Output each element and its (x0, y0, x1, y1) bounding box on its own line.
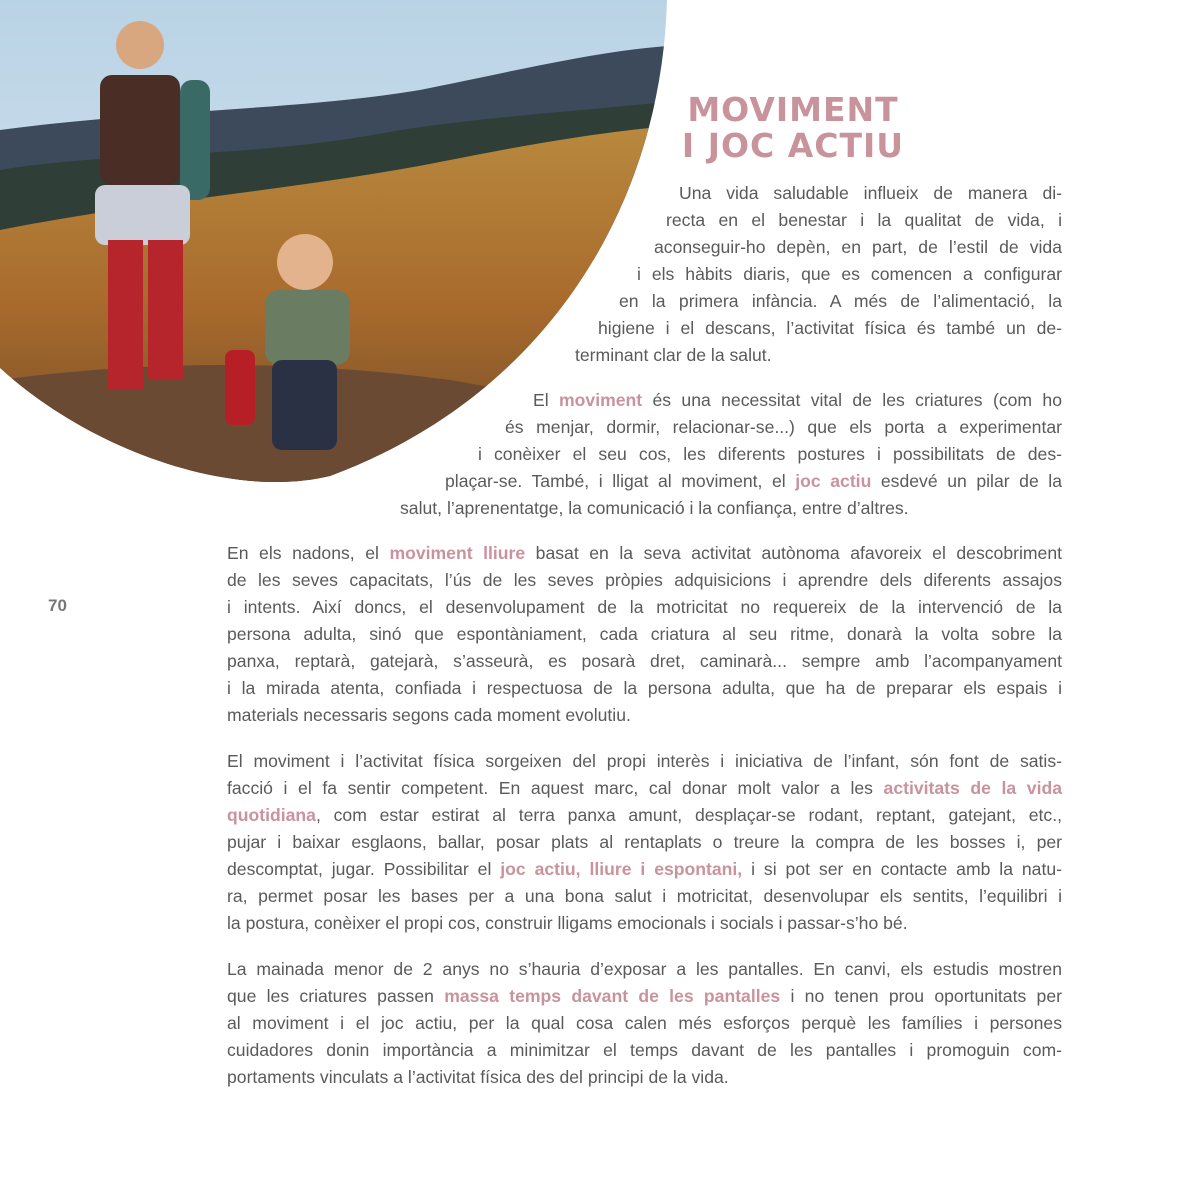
paragraph-3-line (227, 540, 1062, 567)
paragraph-5-line (227, 983, 1062, 1010)
paragraph-2-line (400, 495, 1062, 522)
text-segment: portaments vinculats a l’activitat física des del principi de la vida. (227, 1067, 729, 1088)
paragraph-3-line (227, 567, 1062, 594)
text-segment: cuidadores donin importància a minimitzar el temps davant de les pantalles i promoguin com- (227, 1039, 1062, 1060)
text-segment: i no tenen prou oportunitats per (780, 985, 1062, 1006)
paragraph-1-line (598, 315, 1062, 342)
text-segment: Una vida saludable influeix de manera di- (679, 182, 1062, 203)
highlight-term: quotidiana (227, 804, 316, 825)
paragraph-1-line (575, 342, 1062, 369)
text-segment: higiene i el descans, l’activitat física és també un de- (598, 318, 1062, 339)
paragraph-3-line (227, 648, 1062, 675)
paragraph-2-line (533, 387, 1062, 414)
paragraph-2-line (478, 441, 1062, 468)
paragraph-1-line (679, 180, 1062, 207)
text-segment: i intents. Així doncs, el desenvolupament de la motricitat no requereix de la intervenció de la (227, 596, 1062, 617)
title-line-1: MOVIMENT (687, 90, 899, 129)
paragraph-3-line (227, 702, 1062, 729)
highlight-term: joc actiu (795, 470, 872, 491)
highlight-term: massa temps davant de les pantalles (444, 985, 781, 1006)
text-segment: i si pot ser en contacte amb la natu- (742, 859, 1062, 880)
highlight-term: moviment (559, 389, 643, 410)
paragraph-5-line (227, 956, 1062, 983)
text-segment: que les criatures passen (227, 985, 445, 1006)
paragraph-1-line (666, 207, 1062, 234)
text-segment: i els hàbits diaris, que es comencen a configurar (637, 263, 1062, 284)
text-segment: recta en el benestar i la qualitat de vida, i (666, 209, 1062, 230)
text-segment: és menjar, dormir, relacionar-se...) que els porta a experimentar (505, 416, 1062, 437)
paragraph-1-line (619, 288, 1062, 315)
text-segment: al moviment i el joc actiu, per la qual cosa calen més esforços perquè les famílies i persones (227, 1012, 1062, 1033)
page-number: 70 (48, 596, 67, 615)
paragraph-5-line (227, 1037, 1062, 1064)
paragraph-4-line (227, 856, 1062, 883)
text-segment: panxa, reptarà, gatejarà, s’asseurà, es posarà dret, caminarà... sempre amb l’acompanyament (227, 651, 1062, 672)
highlight-term: joc actiu, lliure i espontani, (500, 859, 743, 880)
text-segment: és una necessitat vital de les criatures (com ho (642, 389, 1062, 410)
text-segment: ra, permet posar les bases per a una bona salut i motricitat, desenvolupar els sentits, l’equilibri i (227, 886, 1062, 907)
text-segment: salut, l’aprenentatge, la comunicació i la confiança, entre d’altres. (400, 498, 909, 519)
paragraph-2-line (505, 414, 1062, 441)
text-segment: de les seves capacitats, l’ús de les seves pròpies adquisicions i aprendre dels diferents assajos (227, 569, 1062, 590)
text-segment: materials necessaris segons cada moment evolutiu. (227, 705, 631, 726)
text-segment: basat en la seva activitat autònoma afavoreix el descobriment (525, 542, 1062, 563)
title-line-2: I JOC ACTIU (681, 126, 905, 165)
text-segment: aconseguir-ho depèn, en part, de l’estil de vida (654, 236, 1062, 257)
highlight-term: moviment lliure (389, 542, 526, 563)
text-segment: facció i el fa sentir competent. En aquest marc, cal donar molt valor a les (227, 777, 884, 798)
paragraph-1-line (637, 261, 1062, 288)
text-segment: , com estar estirat al terra panxa amunt, desplaçar-se rodant, reptant, gatejant, etc., (315, 804, 1062, 825)
paragraph-2-line (445, 468, 1062, 495)
text-segment: En els nadons, el (227, 542, 390, 563)
paragraph-4-line (227, 802, 1062, 829)
text-segment: esdevé un pilar de la (871, 470, 1062, 491)
paragraph-4-line (227, 775, 1062, 802)
text-segment: la postura, conèixer el propi cos, construir lligams emocionals i socials i passar-s’ho bé. (227, 913, 908, 934)
paragraph-4-line (227, 883, 1062, 910)
paragraph-3-line (227, 594, 1062, 621)
text-segment: descomptat, jugar. Possibilitar el (227, 859, 501, 880)
text-segment: i conèixer el seu cos, les diferents postures i possibilitats de des- (478, 443, 1062, 464)
paragraph-4-line (227, 748, 1062, 775)
text-segment: terminant clar de la salut. (575, 345, 772, 366)
paragraph-1-line (654, 234, 1062, 261)
text-segment: plaçar-se. També, i lligat al moviment, el (445, 470, 796, 491)
text-segment: persona adulta, sinó que espontàniament, cada criatura al seu ritme, donarà la volta sobre la (227, 623, 1062, 644)
paragraph-3-line (227, 621, 1062, 648)
paragraph-5-line (227, 1064, 1062, 1091)
text-segment: i la mirada atenta, confiada i respectuosa de la persona adulta, que ha de preparar els espais i (227, 678, 1062, 699)
text-segment: El (533, 389, 560, 410)
paragraph-4-line (227, 910, 1062, 937)
text-segment: en la primera infància. A més de l’alimentació, la (619, 291, 1062, 312)
paragraph-4-line (227, 829, 1062, 856)
paragraph-3-line (227, 675, 1062, 702)
text-segment: pujar i baixar esglaons, ballar, posar plats al rentaplats o treure la compra de les bosses i, per (227, 831, 1062, 852)
paragraph-5-line (227, 1010, 1062, 1037)
text-segment: La mainada menor de 2 anys no s’hauria d’exposar a les pantalles. En canvi, els estudis mostren (227, 958, 1062, 979)
highlight-term: activitats de la vida (883, 777, 1062, 798)
text-segment: El moviment i l’activitat física sorgeixen del propi interès i iniciativa de l’infant, són font de satis- (227, 750, 1062, 771)
